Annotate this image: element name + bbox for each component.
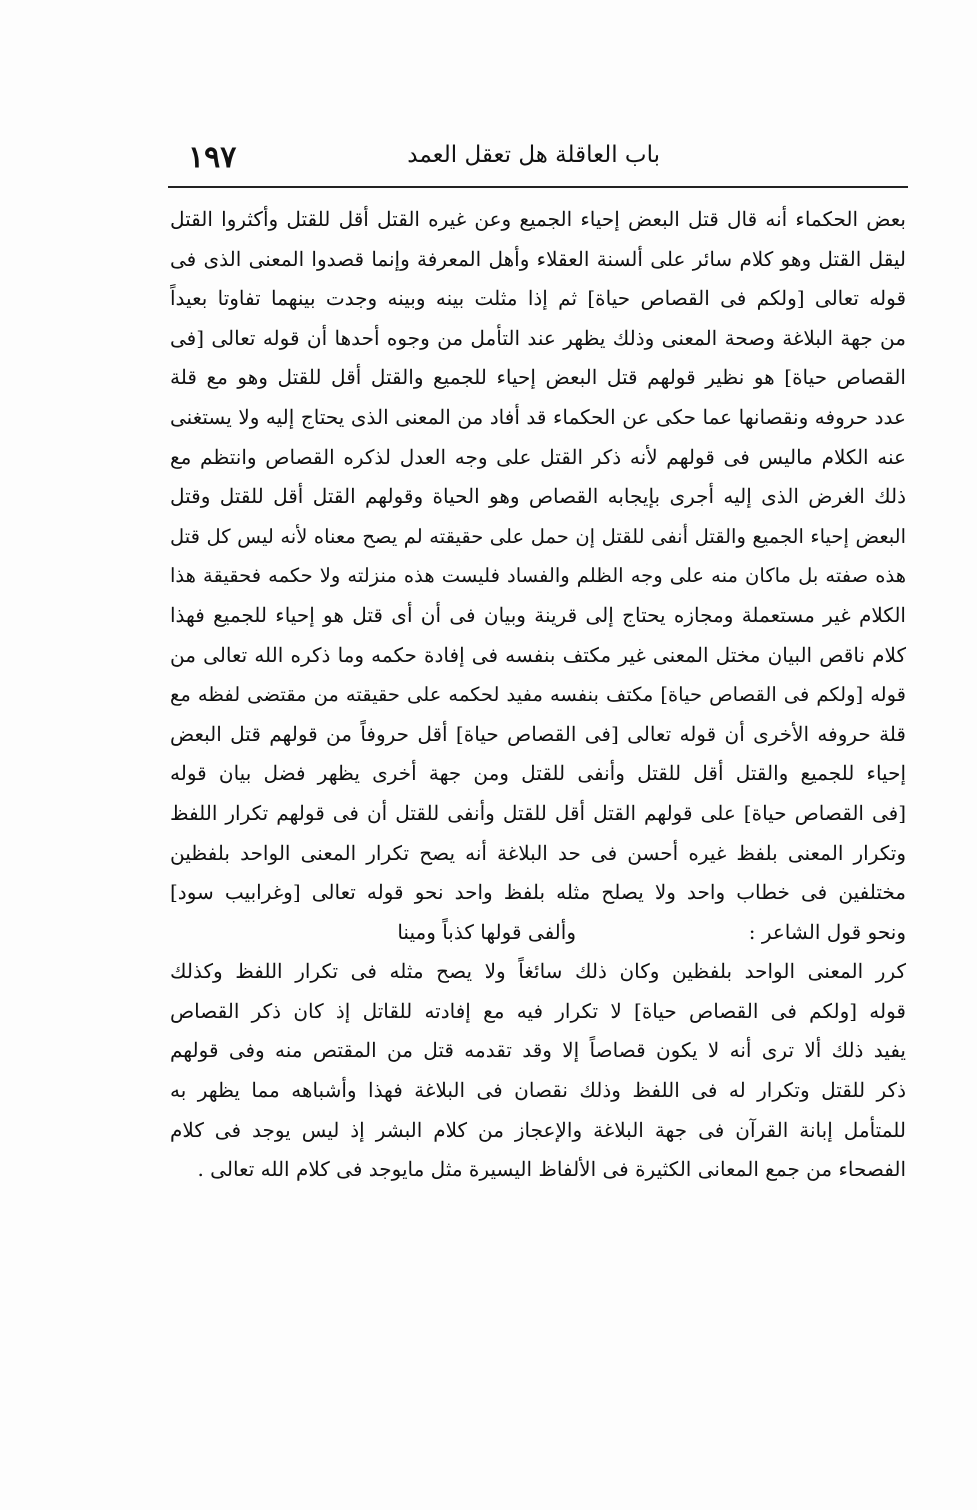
text-line: ذكر للقتل وتكرار له فى اللفظ وذلك نقصان فى البلاغة فهذا وأشباهه مما يظهر به xyxy=(170,1078,906,1103)
text-line: قوله تعالى [ولكم فى القصاص حياة] ثم إذا مثلت بينه وبينه وجدت بينهما تفاوتا بعيداً xyxy=(170,286,906,311)
text-line: بعض الحكماء أنه قال قتل البعض إحياء الجميع وعن غيره القتل أقل للقتل وأكثروا القتل xyxy=(170,207,906,231)
text-line: عدد حروفه ونقصانها عما حكى عن الحكماء قد أفاد من المعنى الذى يحتاج إليه ولا يستغنى xyxy=(170,404,906,429)
text-line: البعض إحياء الجميع والقتل أنفى للقتل إن حمل على حقيقته لم يصح معناه لأنه ليس كل قتل xyxy=(170,524,906,548)
text-line: قلة حروفه الأخرى أن قوله تعالى [فى القصاص حياة] أقل حروفاً من قولهم قتل البعض xyxy=(170,721,906,746)
text-line: ليقل القتل وهو كلام سائر على ألسنة العقلاء وأهل المعرفة وإنما قصدوا المعنى الذى فى xyxy=(170,246,906,271)
text-line: عنه الكلام ماليس فى قولهم لأنه ذكر القتل على وجه العدل لذكره القصاص وانتظم مع xyxy=(170,444,906,469)
text-line: للمتأمل إبانة القرآن فى جهة البلاغة والإعجاز من كلام البشر إذ ليس يوجد فى كلام xyxy=(170,1117,906,1142)
running-title: باب العاقلة هل تعقل العمد xyxy=(407,142,660,168)
page-header xyxy=(170,140,910,190)
text-line: القصاص حياة] هو نظير قولهم قتل البعض إحياء للجميع والقتل أقل للقتل وهو مع قلة xyxy=(170,365,906,390)
text-line: كرر المعنى الواحد بلفظين وكان ذلك سائغاً ولا يصح مثله فى تكرار اللفظ وكذلك xyxy=(170,959,906,984)
text-line: ذلك الغرض الذى إليه أجرى بإيجابه القصاص وهو الحياة وقولهم القتل أقل للقتل وقتل xyxy=(170,484,906,509)
text-line: من جهة البلاغة وصحة المعنى وذلك يظهر عند التأمل من وجوه أحدها أن قوله تعالى [فى xyxy=(170,325,906,350)
text-line: وتكرار المعنى بلفظ غيره أحسن فى حد البلاغة أنه يصح تكرار المعنى الواحد بلفظين xyxy=(170,840,906,865)
text-line: إحياء للجميع والقتل أقل للقتل وأنفى للقتل ومن جهة أخرى يظهر فضل بيان قوله xyxy=(170,761,906,786)
text-line: قوله [ولكم فى القصاص حياة] لا تكرار فيه مع إفادته للقاتل إذ كان ذكر القصاص xyxy=(170,998,906,1023)
text-line: الفصحاء من جمع المعانى الكثيرة فى الألفاظ اليسيرة مثل مايوجد فى كلام الله تعالى . xyxy=(197,1157,906,1182)
text-line: مختلفين فى خطاب واحد ولا يصلح مثله بلفظ واحد نحو قوله تعالى [وغرابيب سود] xyxy=(170,880,906,905)
page-number: ١٩٧ xyxy=(188,140,237,175)
text-line: هذه صفته بل ماكان منه على وجه الظلم والفساد فليست هذه منزلته ولا حكمه فحقيقة هذا xyxy=(170,564,906,588)
text-line: الكلام غير مستعملة ومجازه يحتاج إلى قرينة وبيان فى أن أى قتل هو إحياء للجميع فهذا xyxy=(170,602,906,627)
text-line: كلام ناقص البيان مختل المعنى غير مكتف بنفسه فى إفادة حكمه وما ذكره الله تعالى من xyxy=(170,642,906,667)
poetry-verse: وألفى قولها كذباً ومينا xyxy=(397,919,576,944)
text-line: [فى القصاص حياة] على قولهم القتل أقل للقتل وأنفى للقتل أن فى قولهم تكرار اللفظ xyxy=(170,800,906,825)
text-line: قوله [ولكم فى القصاص حياة] مكتف بنفسه مفيد لحكمه على حقيقته من مقتضى لفظه مع xyxy=(170,683,906,707)
body-text xyxy=(170,200,906,1190)
text-line: يفيد ذلك ألا ترى أنه لا يكون قصاصاً إلا وقد تقدمه قتل من المقتص منه وفى قولهم xyxy=(170,1038,906,1063)
header-rule xyxy=(168,186,908,188)
verse-intro: ونحو قول الشاعر : xyxy=(748,919,906,944)
verse-line xyxy=(170,913,906,953)
